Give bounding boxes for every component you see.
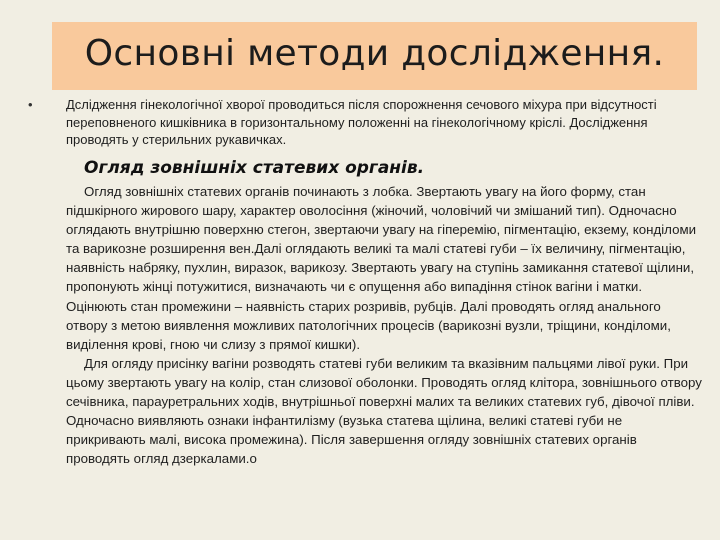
body-paragraph: Для огляду присінку вагіни розводять статеві губи великим та вказівним пальцями лівої руки. При цьому звертають увагу на колір, стан слизової оболонки. Проводять огляд клітора, зовнішнього отвору сечівника, парауретральних ходів, внутрішньої поверхні малих та великих статевих губ, дівочої пліви. Одночасно виявляють ознаки інфантилізму (вузька статева щілина, великі статеві губи не прикривають малі, висока промежина). Після завершення огляду зовнішніх статевих органів проводять огляд дзеркалами.о <box>66 355 702 467</box>
section-subheading: Огляд зовнішніх статевих органів. <box>84 158 425 178</box>
intro-text: Дслідження гінекологічної хворої проводиться після спорожнення сечового міхура при відсутності переповненого кишківника в горизонтальному положенні на гінекологічному кріслі. Дослідження проводять у стерильних рукавичках. <box>66 97 657 147</box>
bullet-marker: • <box>28 97 33 112</box>
body-paragraph: Огляд зовнішніх статевих органів починають з лобка. Звертають увагу на його форму, стан підшкірного жирового шару, характер оволосіння (жіночий, чоловічий чи змішаний тип). Одночасно оглядають внутрішню поверхню стегон, звертаючи увагу на гіперемію, пігментацію, екзему, конділоми та варикозне розширення вен.Далі оглядають великі та малі статеві губи – їх величину, пігментацію, наявність набряку, пухлин, виразок, варикозу. Звертають увагу на ступінь замикання статевої щілини, пропонують жінці потужитися, визначають чи є опущення або випадіння стінок вагіни і матки. Оцінюють стан промежини – наявність старих розривів, рубців. Далі проводять огляд анального отвору з метою виявлення можливих патологічних процесів (варикозні вузли, тріщини, конділоми, виділення крові, гною чи слизу з прямої кишки). <box>66 184 697 352</box>
body-text <box>66 182 704 468</box>
slide-title: Основні методи дослідження. <box>84 33 665 74</box>
